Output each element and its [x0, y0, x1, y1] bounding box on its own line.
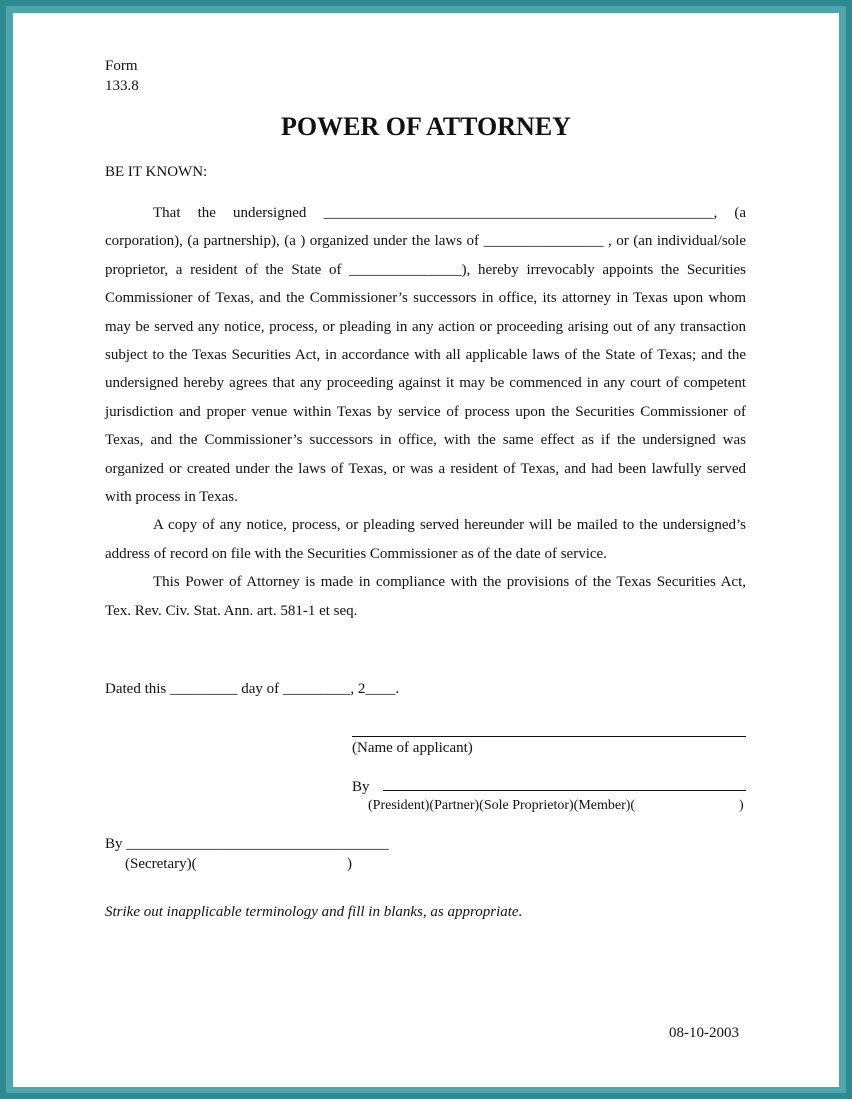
name-of-applicant-label: (Name of applicant) — [352, 740, 473, 756]
applicant-signature-line — [352, 736, 746, 737]
officer-signature-line — [383, 790, 746, 791]
be-it-known-heading: BE IT KNOWN: — [105, 164, 208, 180]
document-body — [105, 199, 746, 625]
paragraph-notice-copy: A copy of any notice, process, or pleading served hereunder will be mailed to the undersigned’s address of record on file with the Securities Commissioner as of the date of service. — [105, 517, 746, 562]
paragraph-appointment: That the undersigned ____________________________________________________, (a corporation), (a partnership), (a ) organized under the laws of ________________ , or (an individual/sole proprietor, a resident of the State of _______________), hereby irrevocably appoints the Securities Commissioner of Texas, and the Commissioner’s successors in office, its attorney in Texas upon whom may be served any notice, process, or pleading in any action or proceeding arising out of any transaction subject to the Texas Securities Act, in accordance with all applicable laws of the State of Texas; and the undersigned hereby agrees that any proceeding against it may be commenced in any court of competent jurisdiction and proper venue within Texas by service of process upon the Securities Commissioner of Texas, and the Commissioner’s successors in office, with the same effect as if the undersigned was organized or created under the laws of Texas, or was a resident of Texas, and had been lawfully served with process in Texas. — [105, 205, 746, 506]
page-title: POWER OF ATTORNEY — [281, 112, 571, 141]
secretary-label: (Secretary)( — [125, 856, 197, 872]
instruction-note: Strike out inapplicable terminology and fill in blanks, as appropriate. — [105, 904, 523, 920]
form-label: Form — [105, 58, 138, 74]
secretary-by-line: By ___________________________________ — [105, 836, 389, 852]
dated-line: Dated this _________ day of _________, 2____. — [105, 681, 400, 697]
paragraph-compliance: This Power of Attorney is made in compliance with the provisions of the Texas Securities Act, Tex. Rev. Civ. Stat. Ann. art. 581-1 et seq. — [105, 574, 746, 619]
by-label: By — [352, 779, 370, 795]
officer-roles-close: ) — [739, 798, 744, 813]
revision-date: 08-10-2003 — [669, 1025, 739, 1041]
officer-roles-label: (President)(Partner)(Sole Proprietor)(Member)( — [368, 798, 636, 813]
form-number: 133.8 — [105, 78, 139, 94]
secretary-close: ) — [347, 856, 352, 872]
